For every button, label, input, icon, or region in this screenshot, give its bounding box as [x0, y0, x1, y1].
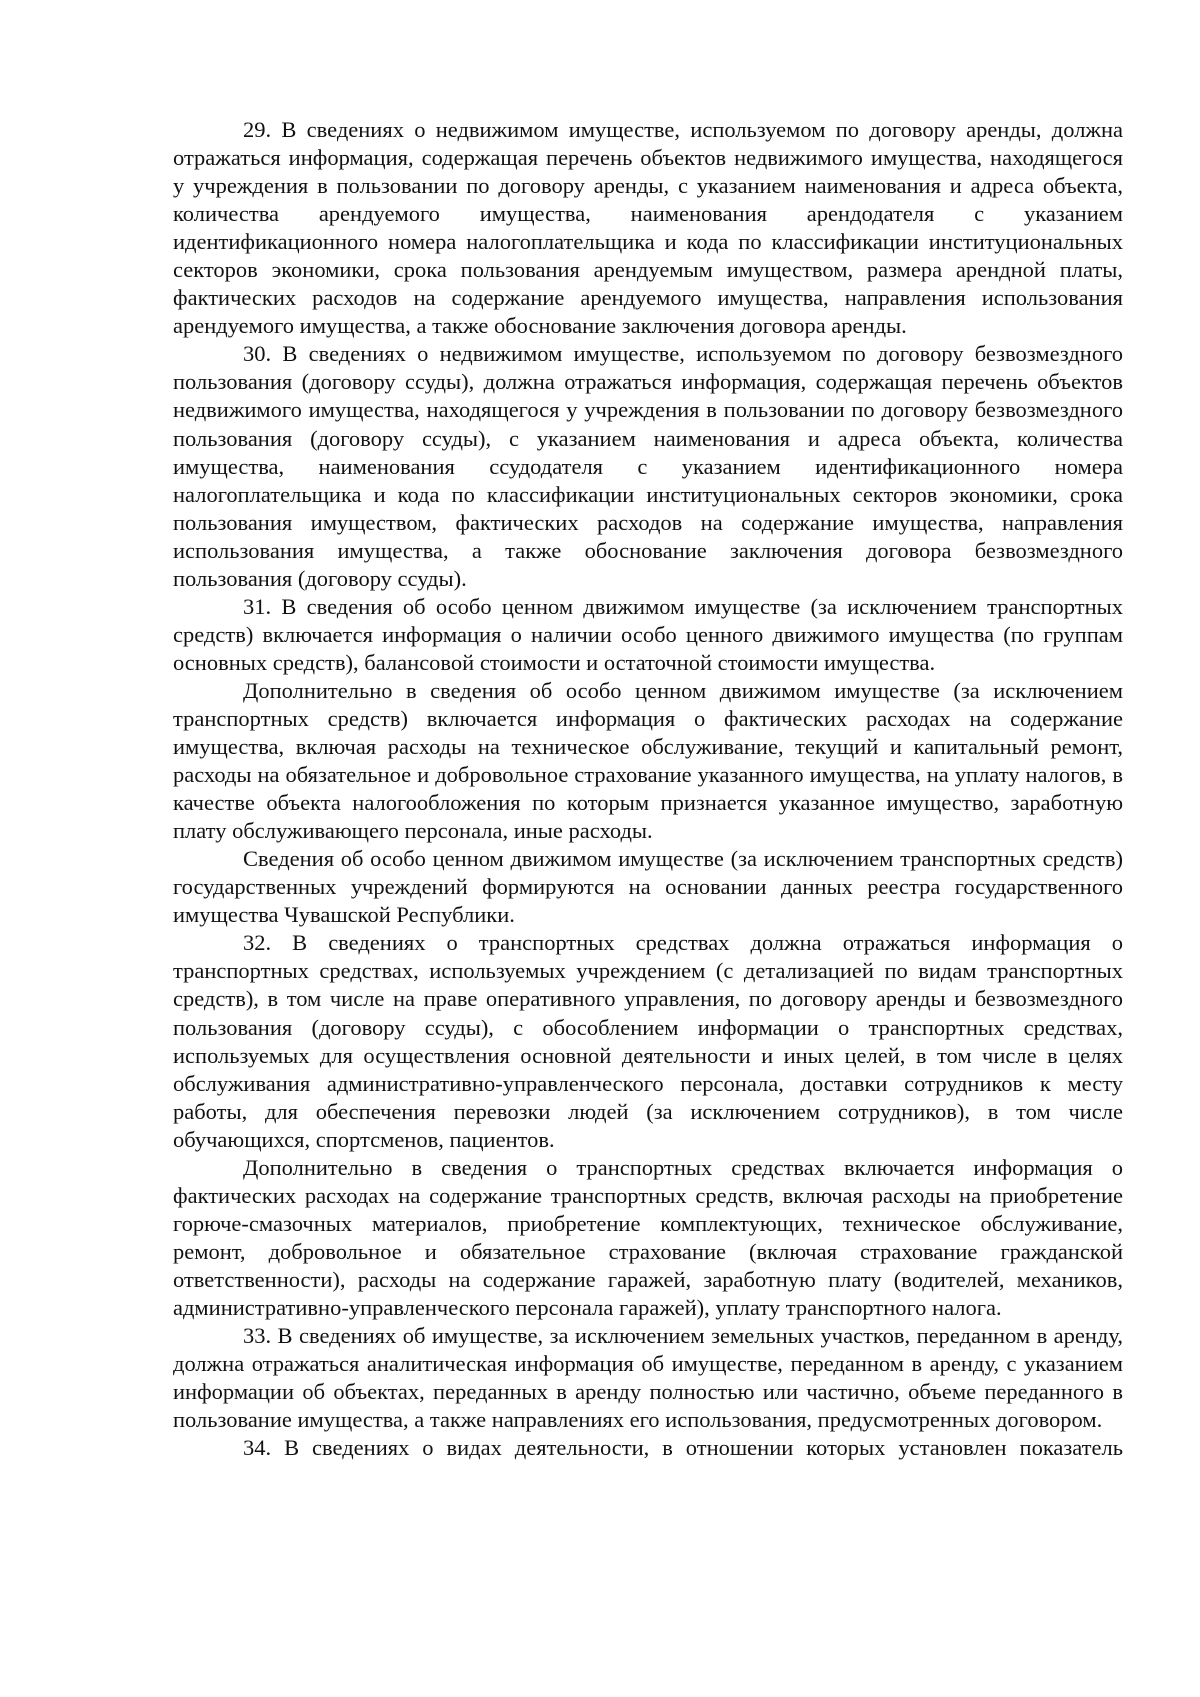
paragraph-29: 29. В сведениях о недвижимом имуществе, используемом по договору аренды, должна отражаться информация, содержащая перечень объектов недвижимого имущества, находящегося у учреждения в пользовании по договору аренды, с указанием наименования и адреса объекта, количества арендуемого имущества, наименования арендодателя с указанием идентификационного номера налогоплательщика и кода по классификации институциональных секторов экономики, срока пользования арендуемым имуществом, размера арендной платы, фактических расходов на содержание арендуемого имущества, направления использования арендуемого имущества, а также обоснование заключения договора аренды. [173, 117, 1123, 339]
paragraph-30: 30. В сведениях о недвижимом имуществе, используемом по договору безвозмездного пользования (договору ссуды), должна отражаться информация, содержащая перечень объектов недвижимого имущества, находящегося у учреждения в пользовании по договору безвозмездного пользования (договору ссуды), с указанием наименования и адреса объекта, количества имущества, наименования ссудодателя с указанием идентификационного номера налогоплательщика и кода по классификации институциональных секторов экономики, срока пользования имуществом, фактических расходов на содержание имущества, направления использования имущества, а также обоснование заключения договора безвозмездного пользования (договору ссуды). [173, 341, 1123, 591]
document-body [173, 116, 1123, 1462]
paragraph-32-additional: Дополнительно в сведения о транспортных средствах включается информация о фактических расходах на содержание транспортных средств, включая расходы на приобретение горюче-смазочных материалов, приобретение комплектующих, техническое обслуживание, ремонт, добровольное и обязательное страхование (включая страхование гражданской ответственности), расходы на содержание гаражей, заработную плату (водителей, механиков, административно-управленческого персонала гаражей), уплату транспортного налога. [173, 1154, 1123, 1320]
paragraph-34: 34. В сведениях о видах деятельности, в отношении которых установлен показатель [243, 1435, 1123, 1461]
paragraph-31: 31. В сведения об особо ценном движимом имуществе (за исключением транспортных средств) включается информация о наличии особо ценного движимого имущества (по группам основных средств), балансовой стоимости и остаточной стоимости имущества. [173, 593, 1123, 675]
paragraph-32: 32. В сведениях о транспортных средствах должна отражаться информация о транспортных средствах, используемых учреждением (с детализацией по видам транспортных средств), в том числе на праве оперативного управления, по договору аренды и безвозмездного пользования (договору ссуды), с обособлением информации о транспортных средствах, используемых для осуществления основной деятельности и иных целей, в том числе в целях обслуживания административно-управленческого персонала, доставки сотрудников к месту работы, для обеспечения перевозки людей (за исключением сотрудников), в том числе обучающихся, спортсменов, пациентов. [173, 930, 1123, 1152]
paragraph-31-source: Сведения об особо ценном движимом имуществе (за исключением транспортных средств) государственных учреждений формируются на основании данных реестра государственного имущества Чувашской Республики. [173, 846, 1123, 928]
paragraph-33: 33. В сведениях об имуществе, за исключением земельных участков, переданном в аренду, должна отражаться аналитическая информация об имуществе, переданном в аренду, с указанием информации об объектах, переданных в аренду полностью или частично, объеме переданного в пользование имущества, а также направлениях его использования, предусмотренных договором. [173, 1323, 1123, 1433]
paragraph-31-additional: Дополнительно в сведения об особо ценном движимом имуществе (за исключением транспортных средств) включается информация о фактических расходах на содержание имущества, включая расходы на техническое обслуживание, текущий и капитальный ремонт, расходы на обязательное и добровольное страхование указанного имущества, на уплату налогов, в качестве объекта налогообложения по которым признается указанное имущество, заработную плату обслуживающего персонала, иные расходы. [173, 677, 1123, 844]
